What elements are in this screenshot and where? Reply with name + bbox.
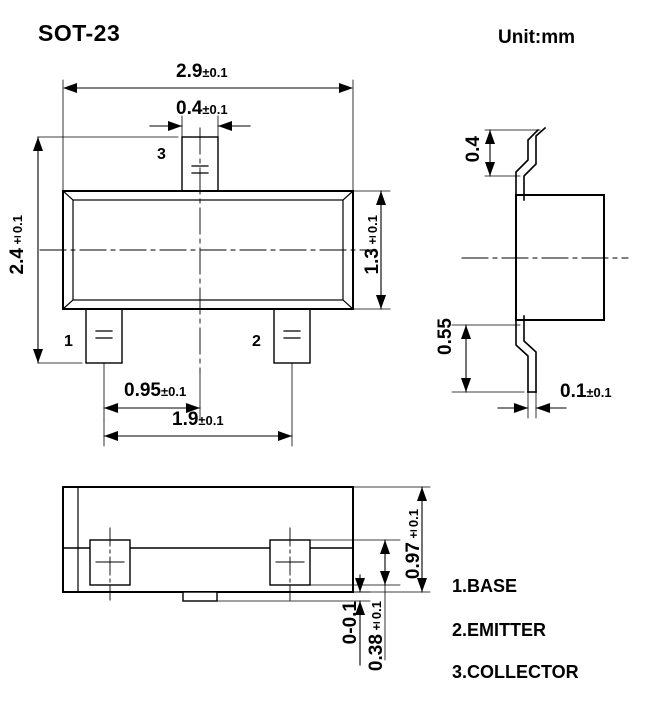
dim-front-body-height (404, 509, 423, 579)
dim-pitch-full-value: 1.9 (172, 409, 199, 430)
page-title: SOT-23 (38, 20, 121, 46)
legend-item-base: 1.BASE (452, 576, 518, 596)
dim-front-body-height-tol: ±0.1 (406, 509, 421, 543)
dim-lead-thickness (560, 382, 612, 401)
dim-pitch-full (172, 410, 224, 429)
dim-side-standoff (436, 318, 455, 355)
dim-pitch-half-value: 0.95 (124, 380, 161, 401)
dim-side-lead-top-value: 0.4 (463, 136, 484, 163)
dim-front-lead-height-tol: ±0.1 (369, 601, 384, 635)
dim-lead-thickness-value: 0.1 (560, 381, 587, 402)
pin-label-3: 3 (157, 146, 166, 163)
unit-label: Unit:mm (498, 27, 576, 48)
dim-top-width (176, 62, 228, 81)
dim-pitch-half (124, 381, 186, 400)
dim-lead-width-value: 0.4 (176, 98, 203, 119)
dim-lead-width-tol: ±0.1 (202, 102, 228, 117)
dim-front-body-height-value: 0.97 (403, 542, 424, 580)
dim-top-width-value: 2.9 (176, 61, 203, 82)
dim-front-lead-height-value: 0.38 (366, 634, 387, 672)
dim-body-height-value: 1.3 (362, 248, 383, 275)
dim-lead-thickness-tol: ±0.1 (586, 385, 612, 400)
dim-front-standoff (341, 601, 360, 644)
legend-item-collector: 3.COLLECTOR (452, 662, 579, 682)
dim-overall-height (8, 215, 27, 275)
dim-body-height-tol: ±0.1 (365, 215, 380, 249)
dim-pitch-half-tol: ±0.1 (160, 384, 187, 399)
dim-front-lead-height (367, 601, 386, 671)
pin-label-2: 2 (252, 333, 261, 350)
dim-side-lead-top (464, 136, 483, 162)
pin-label-1: 1 (64, 333, 73, 350)
dim-front-standoff-value: 0-0.1 (340, 601, 361, 645)
dim-lead-width (176, 99, 228, 118)
legend-item-emitter: 2.EMITTER (452, 620, 547, 640)
dim-top-width-tol: ±0.1 (202, 65, 228, 80)
dim-body-height (363, 215, 382, 275)
dim-overall-height-tol: ±0.1 (10, 215, 25, 249)
dim-overall-height-value: 2.4 (7, 248, 28, 275)
dim-side-standoff-value: 0.55 (435, 318, 456, 355)
dim-pitch-full-tol: ±0.1 (198, 413, 224, 428)
